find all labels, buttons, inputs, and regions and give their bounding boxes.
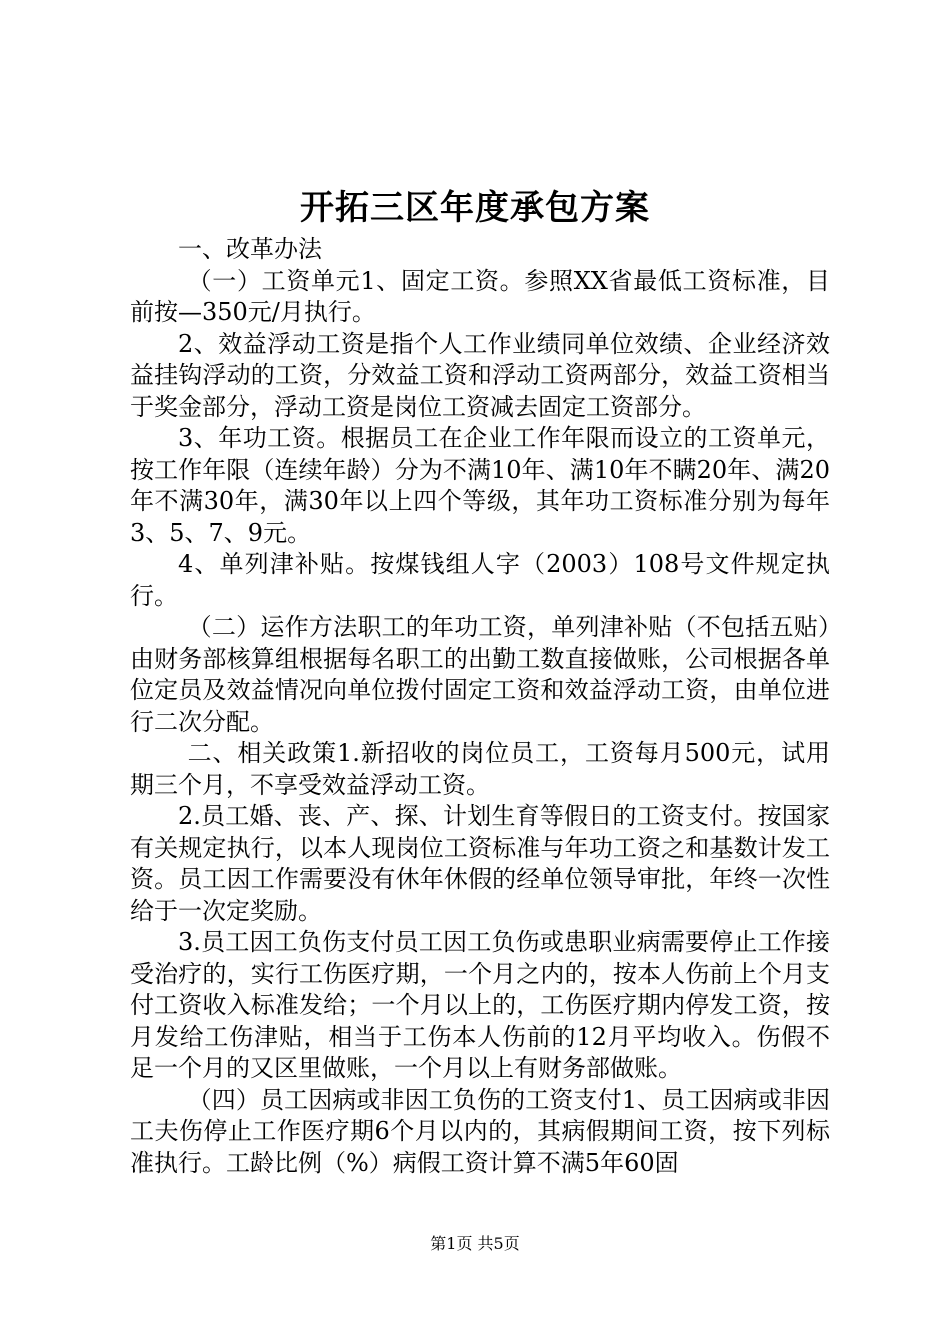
- paragraph-leave-pay: 2.员工婚、丧、产、探、计划生育等假日的工资支付。按国家有关规定执行，以本人现岗位工资标准与年功工资之和基数计发工资。员工因工作需要没有休年休假的经单位领导审批，年终一次性给于一次定奖励。: [130, 802, 830, 925]
- document-title: 开拓三区年度承包方案: [300, 188, 650, 228]
- paragraph-sick-leave: （四）员工因病或非因工负伤的工资支付1、员工因病或非因工夫伤停止工作医疗期6个月以内的，其病假期间工资，按下列标准执行。工龄比例（%）病假工资计算不满5年60固: [130, 1085, 830, 1177]
- section-heading-reform: 一、改革办法: [178, 235, 322, 263]
- paragraph-fixed-wage: （一）工资单元1、固定工资。参照XX省最低工资标准，目前按—350元/月执行。: [130, 266, 830, 326]
- page-number: 第1页 共5页: [430, 1234, 520, 1253]
- paragraph-work-injury: 3.员工因工负伤支付员工因工负伤或患职业病需要停止工作接受治疗的，实行工伤医疗期，一个月之内的，按本人伤前上个月支付工资收入标准发给；一个月以上的，工伤医疗期内停发工资，按月发给工伤津贴，相当于工伤本人伤前的12月平均收入。伤假不足一个月的又区里做账，一个月以上有财务部做账。: [130, 928, 830, 1082]
- paragraph-allowance: 4、单列津补贴。按煤钱组人字（2003）108号文件规定执行。: [130, 550, 830, 610]
- paragraph-seniority-wage: 3、年功工资。根据员工在企业工作年限而设立的工资单元，按工作年限（连续年龄）分为不满10年、满10年不瞒20年、满20年不满30年，满30年以上四个等级，其年功工资标准分别为每年3、5、7、9元。: [130, 424, 830, 547]
- document-body: [130, 234, 830, 1179]
- paragraph-floating-wage: 2、效益浮动工资是指个人工作业绩同单位效绩、企业经济效益挂钩浮动的工资，分效益工资和浮动工资两部分，效益工资相当于奖金部分，浮动工资是岗位工资减去固定工资部分。: [130, 329, 830, 421]
- paragraph-related-policy: 二、相关政策1.新招收的岗位员工，工资每月500元，试用期三个月，不享受效益浮动工资。: [130, 739, 830, 799]
- paragraph-operation-method: （二）运作方法职工的年功工资，单列津补贴（不包括五贴）由财务部核算组根据每名职工的出勤工数直接做账，公司根据各单位定员及效益情况向单位拨付固定工资和效益浮动工资，由单位进行二次分配。: [130, 613, 830, 736]
